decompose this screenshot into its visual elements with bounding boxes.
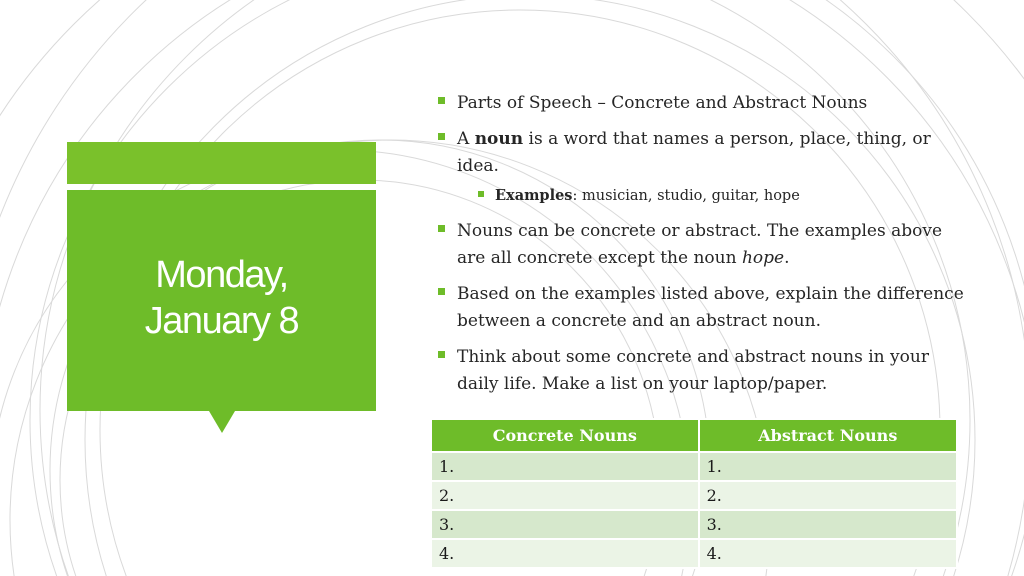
table-cell: 1. <box>431 452 699 481</box>
bullet-text-post: . <box>784 248 790 268</box>
table-row <box>431 452 957 481</box>
slide-title-line2: January 8 <box>144 300 299 342</box>
table-row <box>431 539 957 568</box>
title-callout-pointer <box>209 411 235 433</box>
bullet-text-post: is a word that names a person, place, thing, or idea. <box>457 129 931 176</box>
sub-bullet-label: Examples <box>495 187 573 204</box>
table-cell: 3. <box>431 510 699 539</box>
bullet-item <box>437 281 967 335</box>
table-row <box>431 510 957 539</box>
bullet-square-icon <box>438 225 445 232</box>
slide-title <box>67 252 376 344</box>
bullet-square-icon <box>438 351 445 358</box>
bullet-text: Based on the examples listed above, explain the difference between a concrete and an abstract noun. <box>457 284 964 331</box>
bullet-text-italic: hope <box>741 248 785 268</box>
table-row <box>431 481 957 510</box>
bullet-text-pre: A <box>457 129 475 149</box>
table-cell: 2. <box>431 481 699 510</box>
table-cell: 4. <box>431 539 699 568</box>
bullet-square-icon <box>438 288 445 295</box>
table-cell: 1. <box>699 452 957 481</box>
table-cell: 4. <box>699 539 957 568</box>
bullet-item <box>437 90 967 117</box>
sub-bullet-text: : musician, studio, guitar, hope <box>572 188 800 204</box>
nouns-table <box>430 418 958 569</box>
table-cell: 3. <box>699 510 957 539</box>
bullet-list <box>437 90 967 407</box>
bullet-text-bold: noun <box>474 129 524 149</box>
bullet-item <box>437 344 967 398</box>
bullet-square-icon <box>478 191 484 197</box>
title-accent-strip <box>67 142 376 184</box>
bullet-text: Parts of Speech – Concrete and Abstract Nouns <box>457 93 868 113</box>
table-header-row <box>431 419 957 452</box>
sub-bullet-item <box>437 186 967 206</box>
table-cell: 2. <box>699 481 957 510</box>
slide-title-line1: Monday, <box>155 254 288 296</box>
bullet-square-icon <box>438 133 445 140</box>
header-concrete-nouns: Concrete Nouns <box>431 419 699 452</box>
bullet-text: Think about some concrete and abstract nouns in your daily life. Make a list on your laptop/paper. <box>457 347 929 394</box>
bullet-square-icon <box>438 97 445 104</box>
bullet-item <box>437 218 967 272</box>
header-abstract-nouns: Abstract Nouns <box>699 419 957 452</box>
title-box <box>67 190 376 411</box>
bullet-text-pre: Nouns can be concrete or abstract. The examples above are all concrete except the noun <box>457 221 943 268</box>
bullet-item <box>437 126 967 180</box>
